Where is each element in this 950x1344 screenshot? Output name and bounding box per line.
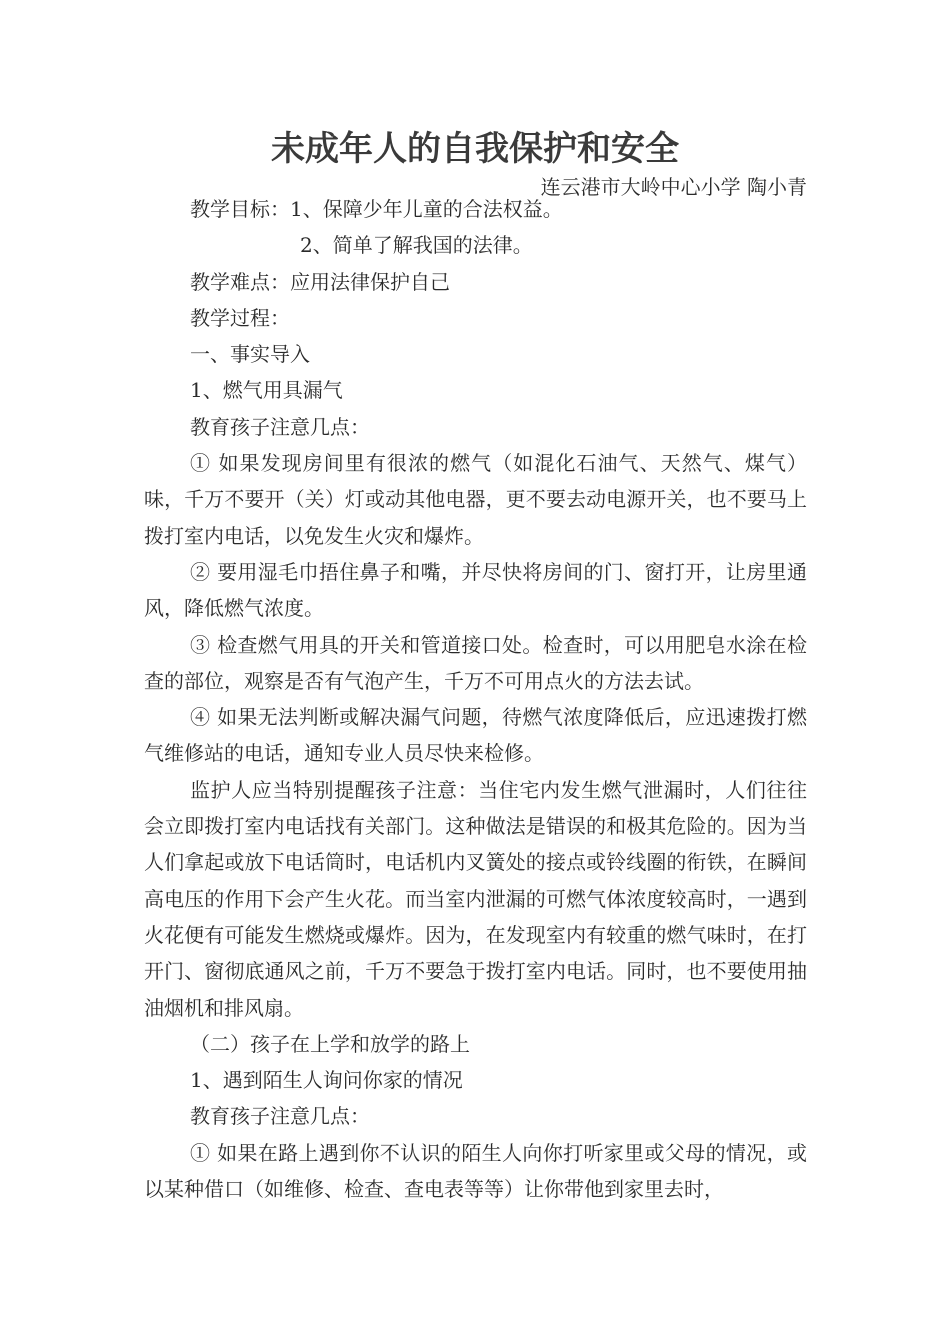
section-heading-1: 一、事实导入	[190, 342, 310, 367]
gas-point-3: ③ 检查燃气用具的开关和管道接口处。检查时，可以用肥皂水涂在检查的部位，观察是否有气泡产生，千万不可用点火的方法去试。	[144, 632, 807, 693]
gas-point-1: ① 如果发现房间里有很浓的燃气（如混化石油气、天然气、煤气）味，千万不要开（关）灯或动其他电器，更不要去动电源开关，也不要马上拨打室内电话，以免发生火灾和爆炸。	[144, 451, 807, 548]
notice-heading-2: 教育孩子注意几点：	[190, 1104, 370, 1129]
teaching-process-heading: 教学过程：	[190, 305, 290, 330]
notice-heading: 教育孩子注意几点：	[190, 414, 370, 439]
subsection-heading-stranger: 1、遇到陌生人询问你家的情况	[190, 1068, 463, 1093]
document-title: 未成年人的自我保护和安全	[271, 129, 679, 169]
author-line: 连云港市大岭中心小学 陶小青	[540, 175, 807, 199]
gas-point-4: ④ 如果无法判断或解决漏气问题，待燃气浓度降低后，应迅速拨打燃气维修站的电话，通知专业人员尽快来检修。	[144, 705, 807, 766]
guardian-reminder: 监护人应当特别提醒孩子注意：当住宅内发生燃气泄漏时，人们往往会立即拨打室内电话找有关部门。这种做法是错误的和极其危险的。因为当人们拿起或放下电话筒时，电话机内叉簧处的接点或铃线圈的衔铁，在瞬间高电压的作用下会产生火花。而当室内泄漏的可燃气体浓度较高时，一遇到火花便有可能发生燃烧或爆炸。因为，在发现室内有较重的燃气味时，在打开门、窗彻底通风之前，千万不要急于拨打室内电话。同时，也不要使用抽油烟机和排风扇。	[144, 777, 807, 1020]
stranger-point-1: ① 如果在路上遇到你不认识的陌生人向你打听家里或父母的情况，或以某种借口（如维修、检查、查电表等等）让你带他到家里去时，	[144, 1140, 807, 1202]
document-body	[144, 191, 807, 1207]
teaching-goal-1: 教学目标：1、保障少年儿童的合法权益。	[190, 197, 563, 221]
teaching-difficulty: 教学难点：应用法律保护自己	[190, 269, 450, 294]
subsection-heading-gas-leak: 1、燃气用具漏气	[190, 378, 343, 403]
gas-point-2: ② 要用湿毛巾捂住鼻子和嘴，并尽快将房间的门、窗打开，让房里通风，降低燃气浓度。	[144, 559, 807, 621]
teaching-goal-2: 2、简单了解我国的法律。	[300, 233, 533, 258]
section-heading-2: （二）孩子在上学和放学的路上	[190, 1031, 470, 1056]
